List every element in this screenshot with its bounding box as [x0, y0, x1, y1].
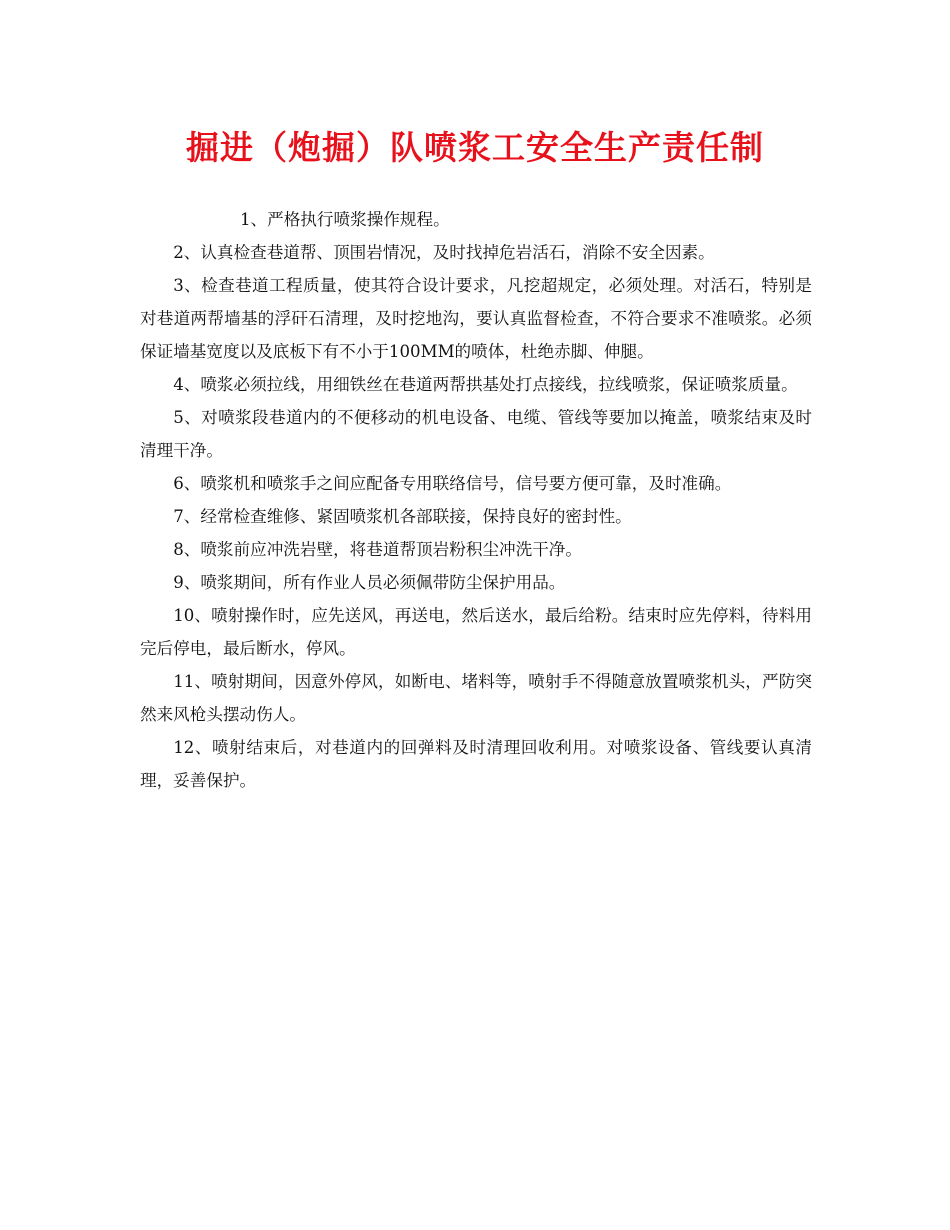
paragraph-4: 4、喷浆必须拉线，用细铁丝在巷道两帮拱基处打点接线，拉线喷浆，保证喷浆质量。 [173, 375, 798, 394]
paragraph-1: 1、严格执行喷浆操作规程。 [240, 210, 450, 229]
document-body [140, 203, 812, 797]
paragraph-2: 2、认真检查巷道帮、顶围岩情况，及时找掉危岩活石，消除不安全因素。 [173, 243, 715, 262]
paragraph-7: 7、经常检查维修、紧固喷浆机各部联接，保持良好的密封性。 [173, 507, 632, 526]
paragraph-12: 12、喷射结束后，对巷道内的回弹料及时清理回收利用。对喷浆设备、管线要认真清理，妥善保护。 [140, 738, 812, 790]
document-title: 掘进（炮掘）队喷浆工安全生产责任制 [186, 128, 764, 167]
paragraph-8: 8、喷浆前应冲洗岩壁，将巷道帮顶岩粉积尘冲洗干净。 [173, 540, 582, 559]
paragraph-5: 5、对喷浆段巷道内的不便移动的机电设备、电缆、管线等要加以掩盖，喷浆结束及时清理干净。 [140, 408, 812, 460]
paragraph-11: 11、喷射期间，因意外停风，如断电、堵料等，喷射手不得随意放置喷浆机头，严防突然来风枪头摆动伤人。 [140, 672, 812, 724]
paragraph-10: 10、喷射操作时，应先送风，再送电，然后送水，最后给粉。结束时应先停料，待料用完后停电，最后断水，停风。 [140, 606, 812, 658]
paragraph-9: 9、喷浆期间，所有作业人员必须佩带防尘保护用品。 [173, 573, 566, 592]
paragraph-6: 6、喷浆机和喷浆手之间应配备专用联络信号，信号要方便可靠，及时准确。 [173, 474, 732, 493]
paragraph-3: 3、检查巷道工程质量，使其符合设计要求，凡挖超规定，必须处理。对活石，特别是对巷道两帮墙基的浮矸石清理，及时挖地沟，要认真监督检查，不符合要求不准喷浆。必须保证墙基宽度以及底板下有不小于100MM的喷体，杜绝赤脚、伸腿。 [140, 276, 812, 361]
